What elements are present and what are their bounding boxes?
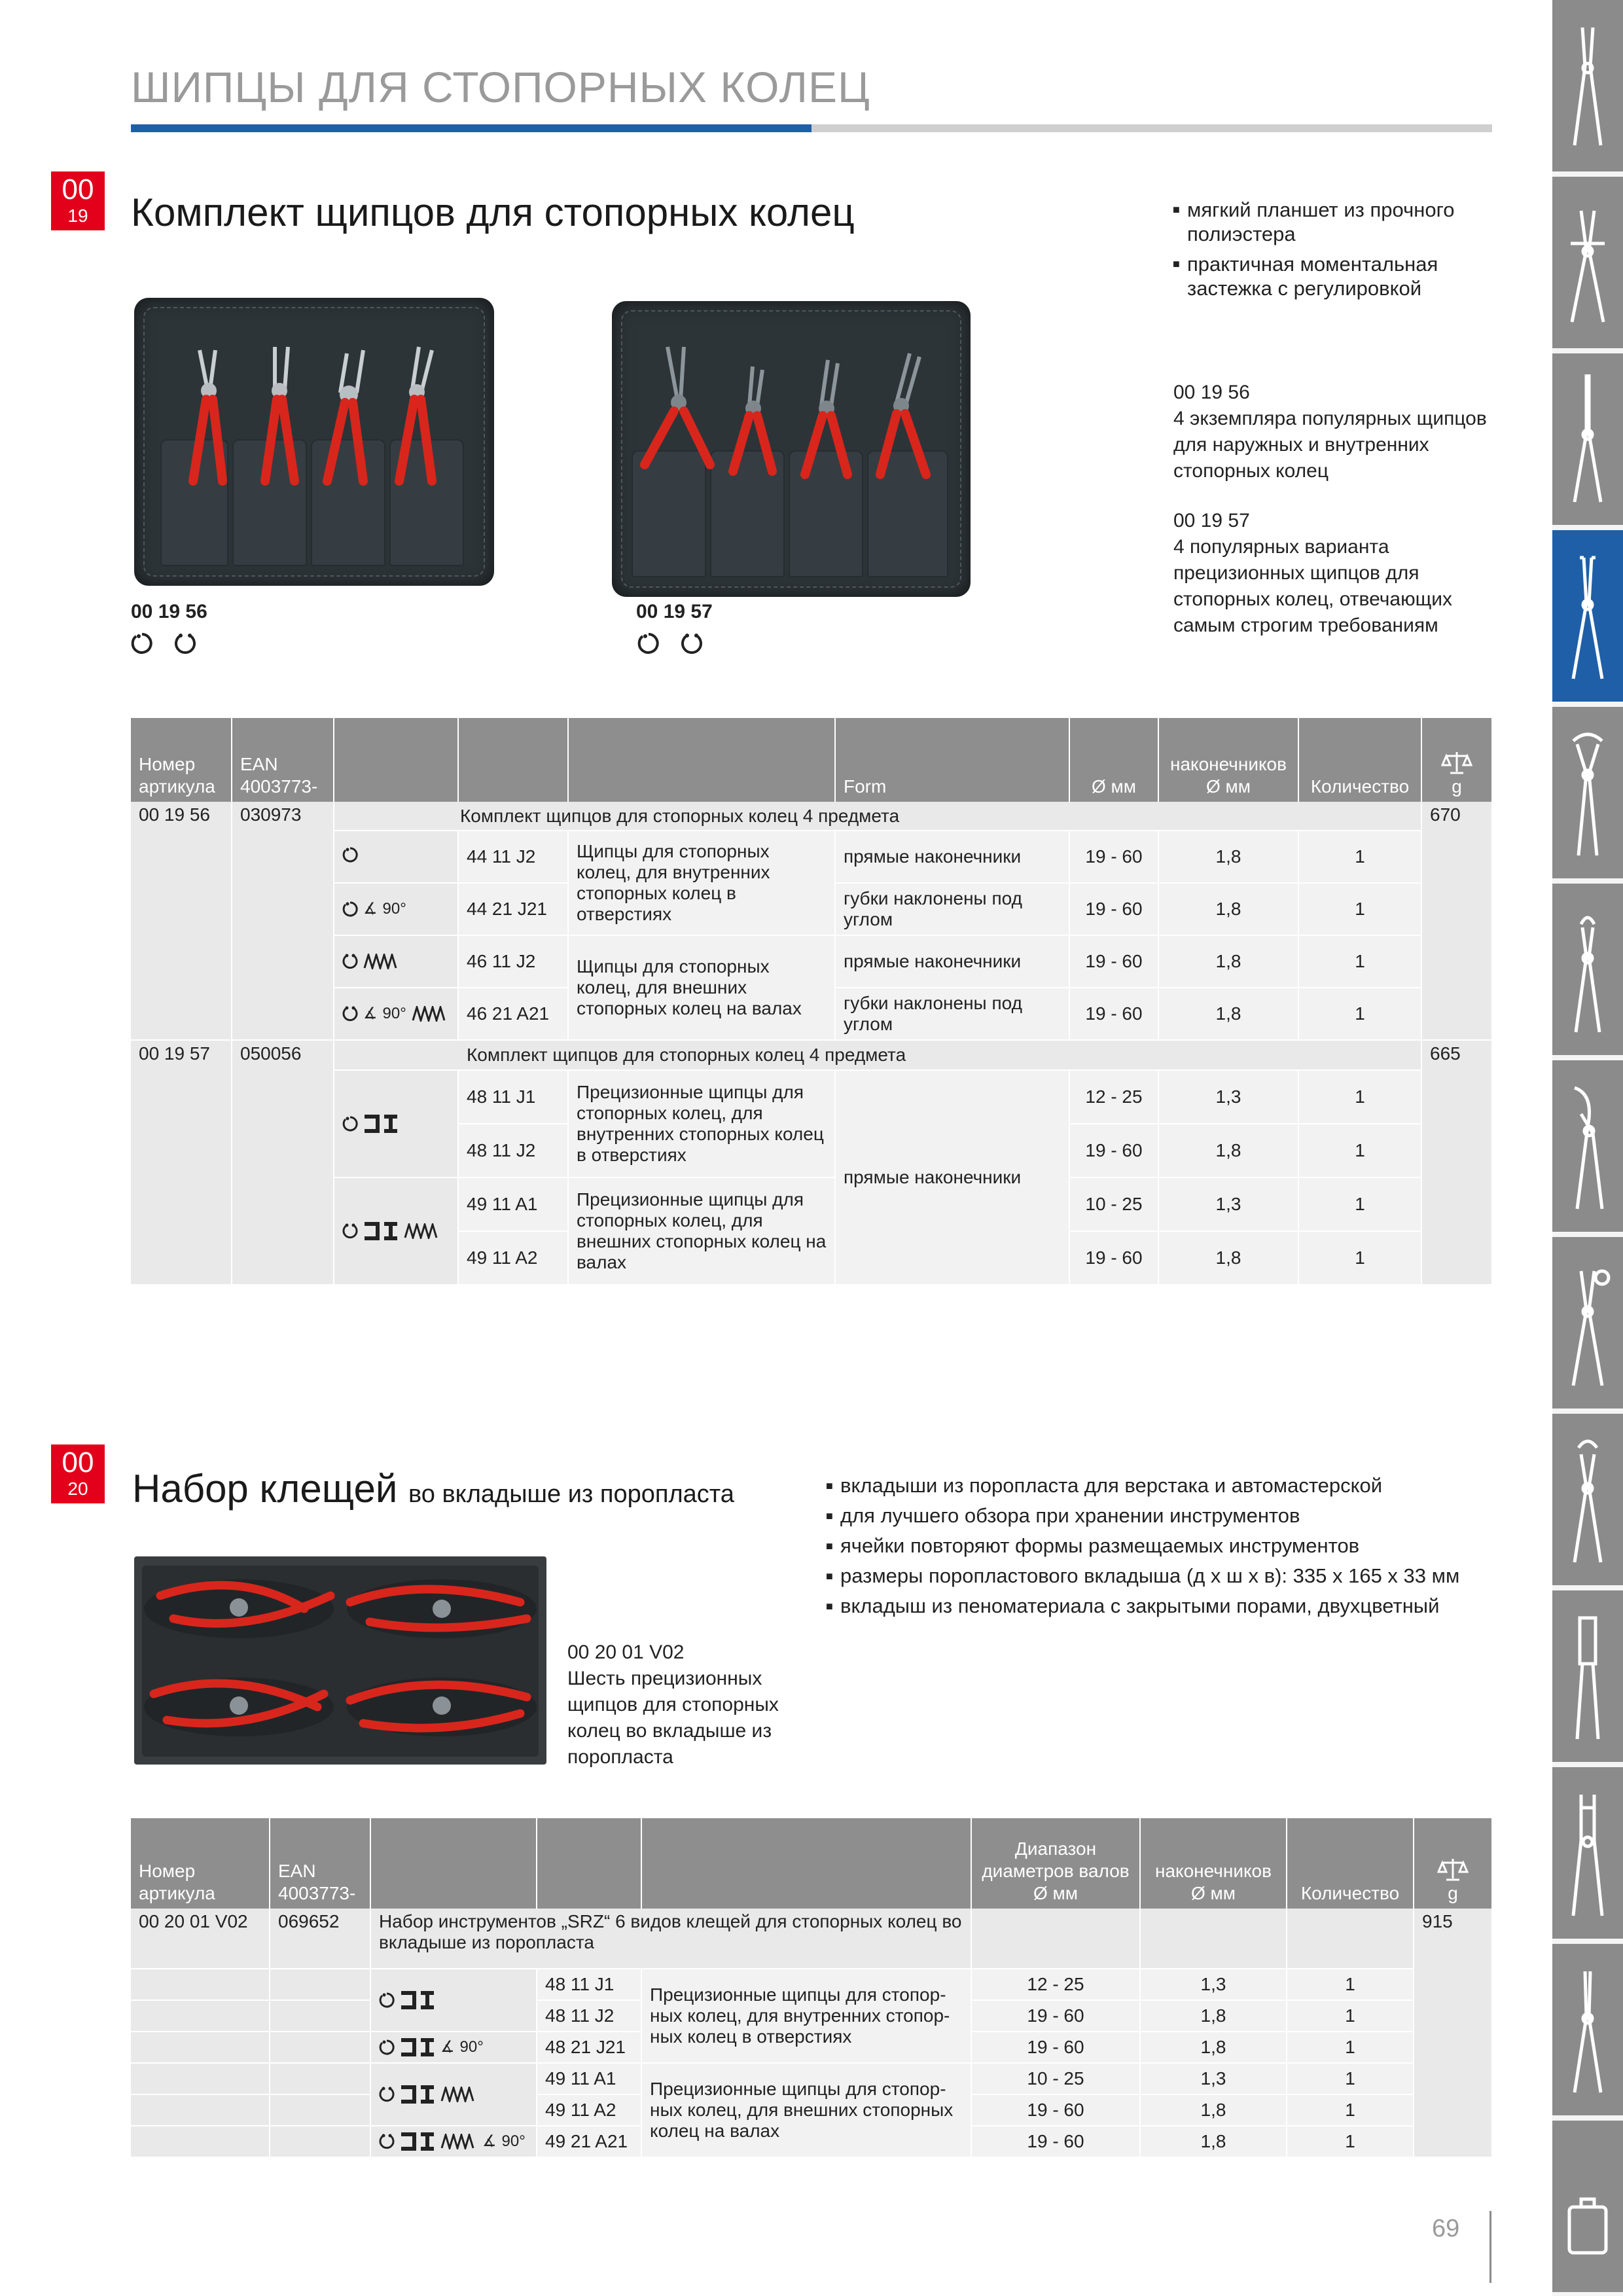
cell-description: Прецизионные щипцы для стопор-ных колец, для внутренних стопор-ных колец в отверстиях [641,1969,971,2063]
col-quantity: Количество [1298,718,1421,802]
cell-article: 00 19 56 [131,802,232,1040]
cell-tip: 1,3 [1158,1070,1298,1124]
crimping-pliers-icon [1561,191,1614,335]
electronics-pliers-icon [1561,1958,1614,2102]
circlip-pliers-icon [1561,545,1614,689]
cell-tip: 1,8 [1140,2000,1287,2032]
product-code: 00 19 57 [1173,510,1250,531]
cell-empty [131,1969,270,2000]
cell-form: губки наклонены под углом [835,988,1069,1040]
internal-ring-icon [637,632,660,655]
cell-diameter: 10 - 25 [1069,1177,1158,1231]
cell-code: 48 11 J2 [537,2000,641,2032]
precision-tip-icon [400,2132,435,2151]
cell-set-title [334,802,1421,831]
cell-diameter: 19 - 60 [1069,1231,1158,1285]
feature-item: ■ размеры поропластового вкладыша (д х ш х в): 335 х 165 х 33 мм [826,1563,1507,1589]
cell-symbol [334,1177,458,1285]
cell-code: 49 11 A1 [458,1177,568,1231]
cell-code: 49 11 A2 [458,1231,568,1285]
cell-diameter: 19 - 60 [1069,935,1158,988]
shaft-icon [412,1006,448,1022]
external-ring-icon [379,2087,395,2102]
cell-quantity: 1 [1298,883,1421,935]
cell-symbol [334,1070,458,1177]
cell-quantity: 1 [1298,1070,1421,1124]
product-image-foam-tray [134,1556,546,1765]
cell-symbol [370,1969,537,2032]
cell-quantity: 1 [1298,935,1421,988]
weight-unit: g [1448,1883,1458,1903]
title-rule-accent [131,124,812,132]
scale-icon [1441,749,1472,776]
cell-code: 46 21 A21 [458,988,568,1040]
cell-empty [131,2094,270,2126]
section-subtitle: во вкладыше из поропласта [408,1480,734,1508]
page-number-divider [1489,2211,1491,2283]
internal-ring-icon [379,2039,395,2055]
cell-weight: 915 [1414,1909,1492,2157]
feature-item: ■ практичная моментальная застежка с регулировкой [1173,252,1513,300]
precision-tip-icon [400,2085,435,2104]
cell-quantity: 1 [1287,1969,1414,2000]
internal-ring-icon [379,1992,395,2008]
cell-ean: 050056 [232,1040,334,1285]
page-number: 69 [1432,2215,1460,2242]
page-title: ШИПЦЫ ДЛЯ СТОПОРНЫХ КОЛЕЦ [131,63,870,111]
cell-code: 49 11 A2 [537,2094,641,2126]
long-nose-pliers-icon [1561,368,1614,512]
col-description [641,1818,971,1909]
col-description [568,718,835,802]
cell-tip: 1,8 [1140,2032,1287,2063]
category-tab-diagonal-cutters[interactable] [1552,884,1623,1055]
image-label: 00 19 56 [131,601,207,622]
col-diameter: Ø мм [1069,718,1158,802]
cell-diameter: 12 - 25 [1069,1070,1158,1124]
pincers-icon [1561,721,1614,865]
cell-quantity: 1 [1287,2094,1414,2126]
cell-set-title: Набор инструментов „SRZ“ 6 видов клещей для стопорных колец во вкладыше из поропласта [370,1909,971,1969]
plier-wrench-icon [1561,1782,1614,1926]
badge-top: 00 [62,1446,94,1479]
product-description [1173,380,1514,484]
cell-code: 48 11 J1 [458,1070,568,1124]
angle-value: 90° [459,2038,484,2056]
precision-tip-icon [363,1221,399,1241]
external-ring-icon [342,1006,358,1022]
cell-empty [131,2032,270,2063]
cell-quantity: 1 [1287,2063,1414,2094]
cell-quantity: 1 [1298,1177,1421,1231]
cell-code: 44 11 J2 [458,831,568,883]
cell-ean: 030973 [232,802,334,1040]
internal-ring-icon [131,632,153,655]
badge-bottom: 19 [67,206,88,226]
cell-description: Прецизионные щипцы для стопор-ных колец, для внешних стопорных колец на валах [641,2063,971,2157]
precision-tip-icon [400,1990,435,2010]
product-text: 4 экземпляра популярных щипцов для наружных и внутренних стопорных колец [1173,408,1487,482]
category-tab-electronics-pliers[interactable] [1552,1944,1623,2115]
cell-symbol [334,883,458,935]
angle-value: 90° [501,2132,526,2150]
product-image-pouch [612,301,971,597]
col-article: Номер артикула [131,1818,270,1909]
cell-code: 44 21 J21 [458,883,568,935]
cell-range: 12 - 25 [971,1969,1140,2000]
cell-tip: 1,3 [1140,1969,1287,2000]
external-ring-icon [342,954,358,969]
cell-empty [131,2000,270,2032]
col-ean: EAN 4003773- [270,1818,370,1909]
internal-ring-icon [342,847,358,863]
external-ring-icon [379,2134,395,2149]
wire-stripper-icon [1561,1251,1614,1395]
section-badge-0019 [51,171,105,230]
cell-tip: 1,8 [1158,1124,1298,1177]
category-tab-plier-wrench[interactable] [1552,1767,1623,1939]
badge-top: 00 [62,173,94,206]
cell-empty [270,2126,370,2157]
category-tab-wire-strippers[interactable] [1552,1237,1623,1408]
cable-cutter-icon [1561,1428,1614,1572]
external-ring-icon [681,632,703,655]
cell-ean: 069652 [270,1909,370,1969]
cell-article: 00 20 01 V02 [131,1909,270,1969]
pliers-illustration [160,337,468,488]
badge-bottom: 20 [67,1479,88,1499]
pliers-illustration [632,340,946,491]
cell-empty [270,1969,370,2000]
col-quantity: Количество [1287,1818,1414,1909]
cell-quantity: 1 [1298,831,1421,883]
product-text: 4 популярных варианта прецизионных щипцов для стопорных колец, отвечающих самым строгим требованиям [1173,536,1453,636]
col-symbol [370,1818,537,1909]
cell-symbol [370,2032,537,2063]
angle-icon: ∡ [363,900,378,918]
cell-description: Щипцы для стопорных колец, для внешних стопорных колец на валах [568,935,835,1040]
product-image-pouch [134,298,494,586]
cell-empty [1140,1909,1287,1969]
cell-diameter: 19 - 60 [1069,831,1158,883]
feature-item: ■ для лучшего обзора при хранении инструментов [826,1503,1507,1529]
category-tab-long-nose-pliers[interactable] [1552,353,1623,525]
cell-symbol [334,831,458,883]
cell-empty [971,1909,1140,1969]
cell-symbol [334,935,458,988]
cell-quantity: 1 [1298,1231,1421,1285]
precision-tip-icon [363,1114,399,1134]
cell-description: Прецизионные щипцы для стопорных колец, для внешних стопорных колец на валах [568,1177,835,1285]
cell-diameter: 19 - 60 [1069,1124,1158,1177]
product-description [1173,508,1514,639]
cell-empty [131,2126,270,2157]
cell-range: 19 - 60 [971,2094,1140,2126]
cell-quantity: 1 [1287,2032,1414,2063]
cell-tip: 1,3 [1140,2063,1287,2094]
cell-diameter: 19 - 60 [1069,883,1158,935]
pliers-illustration [134,1556,546,1765]
cell-form: прямые наконечники [835,1070,1069,1285]
water-pump-pliers-icon [1561,1075,1614,1219]
diagonal-cutters-icon [1561,898,1614,1042]
cell-weight: 670 [1421,802,1492,1040]
feature-list [826,1473,1507,1623]
cell-quantity: 1 [1287,2126,1414,2157]
cell-symbol [370,2063,537,2126]
col-range: Диапазон диаметров валов Ø мм [971,1818,1140,1909]
set-title: Комплект щипцов для стопорных колец 4 предмета [460,805,900,826]
spec-table-0019 [131,718,1493,1285]
cell-diameter: 19 - 60 [1069,988,1158,1040]
product-code: 00 20 01 V02 [567,1641,685,1663]
cell-tip: 1,8 [1158,831,1298,883]
cell-description: Щипцы для стопорных колец, для внутренних стопорных колец в отверстиях [568,831,835,935]
cell-empty [1287,1909,1414,1969]
section-title: Комплект щипцов для стопорных колец [131,190,855,234]
feature-item: ■ вкладыши из поропласта для верстака и автомастерской [826,1473,1507,1499]
cell-code: 48 21 J21 [537,2032,641,2063]
col-article: Номер артикула [131,718,232,802]
cell-description: Прецизионные щипцы для стопорных колец, для внутренних стопорных колец в отверстиях [568,1070,835,1177]
cell-symbol [334,988,458,1040]
cell-article: 00 19 57 [131,1040,232,1285]
col-symbol [334,718,458,802]
category-tab-combination-pliers[interactable] [1552,0,1623,171]
cell-tip: 1,8 [1158,988,1298,1040]
scale-icon [1437,1856,1469,1882]
col-code [537,1818,641,1909]
cell-code: 49 11 A1 [537,2063,641,2094]
product-code: 00 19 56 [1173,382,1250,403]
cell-empty [270,2094,370,2126]
section-title-main: Набор клещей [132,1467,398,1511]
angle-icon: ∡ [482,2132,497,2150]
cell-range: 19 - 60 [971,2000,1140,2032]
internal-ring-icon [342,1116,358,1132]
cell-set-title [334,1040,1421,1070]
cell-tip: 1,8 [1158,1231,1298,1285]
col-tips: наконечников Ø мм [1140,1818,1287,1909]
cell-quantity: 1 [1287,2000,1414,2032]
cell-empty [270,2032,370,2063]
feature-item: ■ мягкий планшет из прочного полиэстера [1173,198,1513,246]
cell-range: 19 - 60 [971,2032,1140,2063]
cell-tip: 1,8 [1158,883,1298,935]
precision-tip-icon [400,2037,435,2057]
image-label: 00 19 57 [636,601,713,622]
category-tab-crimp-tools[interactable] [1552,1590,1623,1762]
cell-empty [270,2000,370,2032]
crimp-tool-icon [1561,1605,1614,1749]
cell-code: 48 11 J2 [458,1124,568,1177]
feature-item: ■ ячейки повторяют формы размещаемых инструментов [826,1533,1507,1559]
cell-tip: 1,3 [1158,1177,1298,1231]
angle-value: 90° [382,900,406,918]
col-weight [1414,1818,1492,1909]
category-tab-tool-cases[interactable] [1552,2121,1623,2292]
cell-tip: 1,8 [1140,2094,1287,2126]
cell-form: прямые наконечники [835,935,1069,988]
cell-code: 48 11 J1 [537,1969,641,2000]
angle-value: 90° [382,1005,406,1022]
cell-tip: 1,8 [1158,935,1298,988]
combination-pliers-icon [1561,14,1614,158]
external-ring-icon [174,632,196,655]
col-weight [1421,718,1492,802]
set-title: Комплект щипцов для стопорных колец 4 предмета [467,1045,906,1065]
cell-quantity: 1 [1298,1124,1421,1177]
cell-quantity: 1 [1298,988,1421,1040]
section-badge-0020 [51,1444,105,1503]
spec-table-0020 [131,1818,1493,2158]
cell-range: 10 - 25 [971,2063,1140,2094]
cell-code: 49 21 A21 [537,2126,641,2157]
shaft-icon [363,954,400,969]
col-ean: EAN 4003773- [232,718,334,802]
external-ring-icon [342,1223,358,1239]
feature-list [1173,198,1513,306]
category-tab-circlip-pliers[interactable] [1552,530,1623,702]
cell-empty [270,2063,370,2094]
category-tab-pincers[interactable] [1552,707,1623,878]
col-form: Form [835,718,1069,802]
cell-code: 46 11 J2 [458,935,568,988]
col-tips: наконечников Ø мм [1158,718,1298,802]
internal-ring-icon [342,901,358,917]
product-text: Шесть прецизионных щипцов для стопорных колец во вкладыше из поропласта [567,1668,779,1768]
cell-tip: 1,8 [1140,2126,1287,2157]
tool-case-icon [1561,2135,1614,2279]
shaft-icon [404,1223,440,1239]
angle-icon: ∡ [363,1005,378,1022]
category-tab-crimping-pliers[interactable] [1552,177,1623,348]
cell-symbol [370,2126,537,2157]
shaft-icon [440,2087,477,2102]
cell-weight: 665 [1421,1040,1492,1285]
weight-unit: g [1452,776,1462,797]
category-tab-cable-cutters[interactable] [1552,1414,1623,1585]
cell-empty [131,2063,270,2094]
section-title [132,1466,734,1511]
product-description [567,1640,790,1770]
title-rule [812,124,1492,132]
angle-icon: ∡ [440,2038,455,2056]
cell-range: 19 - 60 [971,2126,1140,2157]
feature-item: ■ вкладыш из пеноматериала с закрытыми порами, двухцветный [826,1593,1507,1619]
category-tab-water-pump-pliers[interactable] [1552,1060,1623,1232]
cell-form: губки наклонены под углом [835,883,1069,935]
col-code [458,718,568,802]
cell-form: прямые наконечники [835,831,1069,883]
shaft-icon [440,2134,477,2149]
